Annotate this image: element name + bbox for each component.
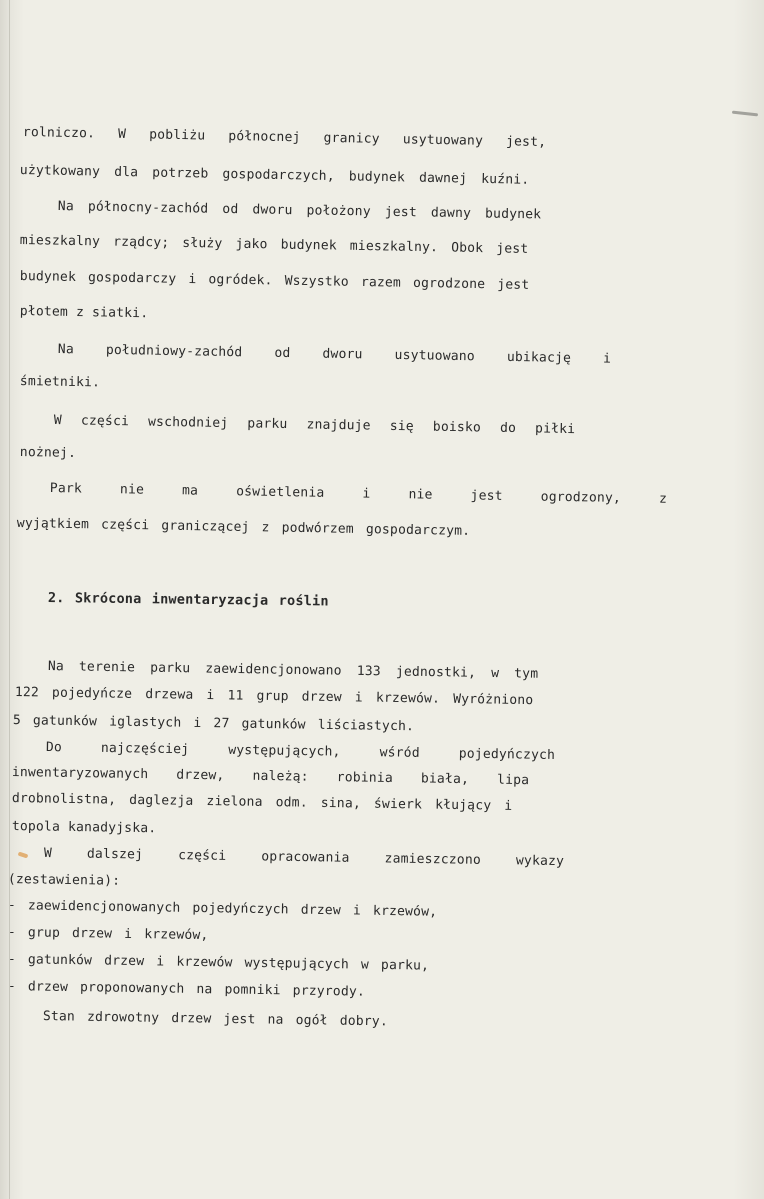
highlighter-mark bbox=[18, 852, 29, 859]
text-line-2: użytkowany dla potrzeb gospodarczych, budynek dawnej kuźni. bbox=[19, 163, 530, 188]
text-line-13: Na terenie parku zaewidencjonowano 133 jednostki, w tym bbox=[47, 659, 539, 682]
scan-smudge bbox=[732, 111, 758, 117]
text-line-19: topola kanadyjska. bbox=[11, 819, 157, 837]
text-line-12: wyjątkiem części graniczącej z podwórzem gospodarczym. bbox=[16, 516, 471, 539]
text-line-15: 5 gatunków iglastych i 27 gatunków liściastych. bbox=[12, 713, 415, 735]
text-line-20: W dalszej części opracowania zamieszczono wykazy bbox=[43, 846, 565, 870]
text-line-21: (zestawienia): bbox=[7, 872, 121, 889]
text-line-3: Na północny-zachód od dworu położony jest dawny budynek bbox=[57, 199, 542, 223]
text-line-1: rolniczo. W pobliżu północnej granicy usytuowany jest, bbox=[22, 125, 547, 151]
section-heading: 2. Skrócona inwentaryzacja roślin bbox=[47, 590, 329, 610]
page-edge-shadow bbox=[9, 0, 10, 1199]
list-item-2: - grup drzew i krzewów, bbox=[7, 925, 209, 944]
text-line-5: budynek gospodarczy i ogródek. Wszystko razem ogrodzone jest bbox=[19, 269, 530, 293]
list-item-3: - gatunków drzew i krzewów występujących w parku, bbox=[7, 952, 430, 974]
text-line-10: nożnej. bbox=[19, 445, 77, 461]
list-item-4: - drzew proponowanych na pomniki przyrody. bbox=[7, 979, 366, 1000]
text-line-6: płotem z siatki. bbox=[19, 304, 149, 322]
text-line-18: drobnolistna, daglezja zielona odm. sina, świerk kłujący i bbox=[11, 791, 513, 814]
text-line-17: inwentaryzowanych drzew, należą: robinia biała, lipa bbox=[11, 765, 530, 789]
text-line-9: W części wschodniej parku znajduje się boisko do piłki bbox=[53, 413, 576, 438]
text-line-14: 122 pojedyńcze drzewa i 11 grup drzew i krzewów. Wyróżniono bbox=[14, 685, 534, 709]
text-line-22: Stan zdrowotny drzew jest na ogół dobry. bbox=[42, 1009, 389, 1030]
text-line-4: mieszkalny rządcy; służy jako budynek mieszkalny. Obok jest bbox=[19, 233, 529, 257]
text-line-11: Park nie ma oświetlenia i nie jest ogrodzony, z bbox=[49, 481, 668, 507]
list-item-1: - zaewidencjonowanych pojedyńczych drzew i krzewów, bbox=[7, 898, 438, 920]
text-line-7: Na południowy-zachód od dworu usytuowano ubikację i bbox=[57, 342, 612, 367]
text-line-16: Do najczęściej występujących, wśród pojedyńczych bbox=[45, 740, 556, 763]
text-line-8: śmietniki. bbox=[19, 374, 101, 391]
